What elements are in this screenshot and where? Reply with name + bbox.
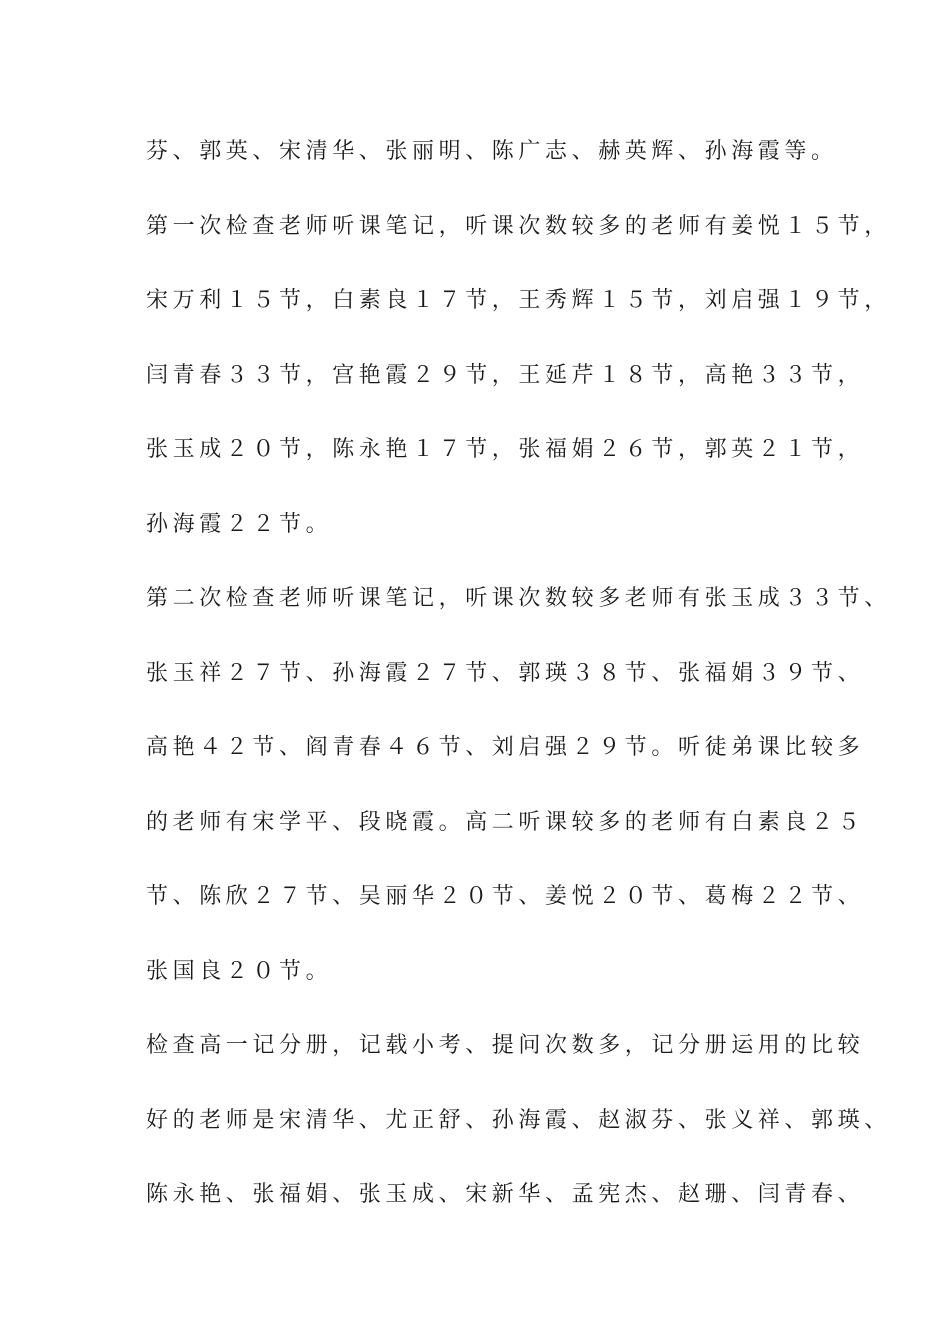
text-line-6: 孙海霞２２节。 [146,511,333,537]
text-line-7: 第二次检查老师听课笔记，听课次数较多老师有张玉成３３节、 [146,586,891,611]
text-line-8: 张玉祥２７节、孙海霞２７节、郭瑛３８节、张福娟３９节、 [146,660,865,686]
text-line-11: 节、陈欣２７节、吴丽华２０节、姜悦２０节、葛梅２２节、 [146,884,865,909]
document-body [146,132,891,1250]
text-line-13: 检查高一记分册，记载小考、提问次数多，记分册运用的比较 [146,1033,865,1058]
text-line-9: 高艳４２节、阎青春４６节、刘启强２９节。听徒弟课比较多 [146,735,865,760]
text-line-12: 张国良２０节。 [146,958,333,984]
text-line-5: 张玉成２０节，陈永艳１７节，张福娟２６节，郭英２１节， [146,437,865,462]
text-line-14: 好的老师是宋清华、尤正舒、孙海霞、赵淑芬、张义祥、郭瑛、 [146,1107,891,1133]
text-line-2: 第一次检查老师听课笔记，听课次数较多的老师有姜悦１５节， [146,213,891,239]
text-line-15: 陈永艳、张福娟、张玉成、宋新华、孟宪杰、赵珊、闫青春、 [146,1182,865,1207]
text-line-3: 宋万利１５节，白素良１７节，王秀辉１５节，刘启强１９节， [146,288,891,313]
text-line-4: 闫青春３３节，宫艳霞２９节，王延芹１８节，高艳３３节， [146,362,865,388]
text-line-1: 芬、郭英、宋清华、张丽明、陈广志、赫英辉、孙海霞等。 [146,139,838,164]
text-line-10: 的老师有宋学平、段晓霞。高二听课较多的老师有白素良２５ [146,809,865,835]
